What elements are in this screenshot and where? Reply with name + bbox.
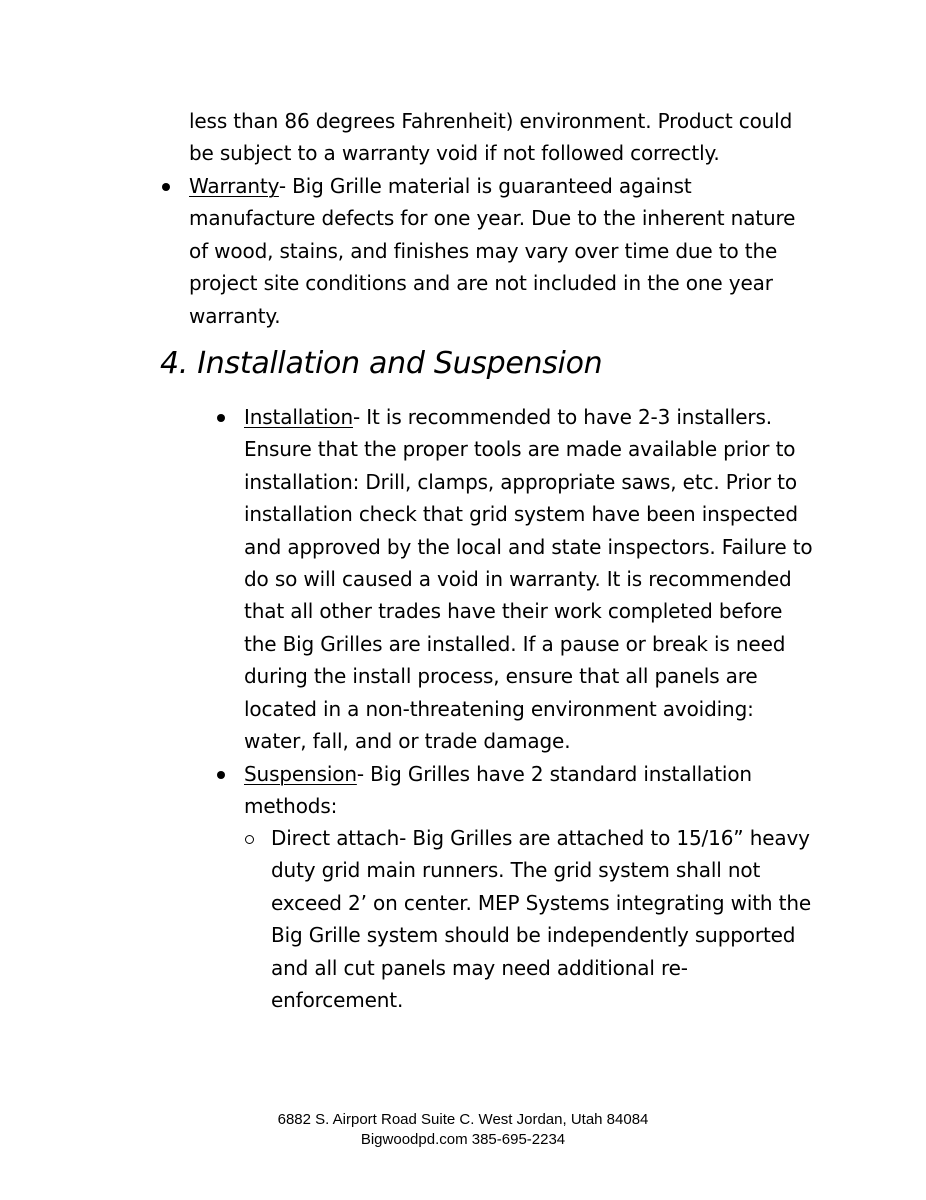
suspension-item	[244, 758, 752, 823]
text-line	[189, 170, 795, 202]
text-line	[244, 401, 813, 433]
text-line: methods:	[244, 794, 338, 819]
text-line: manufacture defects for one year. Due to the inherent nature	[189, 206, 796, 231]
text-line: located in a non-threatening environment avoiding:	[244, 696, 754, 721]
installation-term: Installation	[244, 405, 353, 429]
text-line: be subject to a warranty void if not followed correctly.	[189, 141, 720, 166]
continued-paragraph	[189, 105, 792, 170]
text-line: Ensure that the proper tools are made available prior to	[244, 437, 796, 462]
text-line: project site conditions and are not included in the one year	[189, 271, 773, 296]
section-heading: 4. Installation and Suspension	[160, 346, 603, 381]
text-line: and approved by the local and state inspectors. Failure to	[244, 534, 813, 559]
bullet-icon	[162, 183, 170, 191]
text-line: do so will caused a void in warranty. It is recommended	[244, 567, 792, 592]
text-line: warranty.	[189, 303, 281, 328]
text-line: of wood, stains, and finishes may vary over time due to the	[189, 238, 778, 263]
text-line: less than 86 degrees Fahrenheit) environment. Product could	[189, 109, 793, 133]
installation-item	[244, 401, 813, 757]
text-line: installation: Drill, clamps, appropriate saws, etc. Prior to	[244, 469, 797, 494]
bullet-icon	[217, 771, 225, 779]
warranty-item	[189, 170, 795, 332]
text-line: duty grid main runners. The grid system shall not	[271, 858, 761, 883]
warranty-first-line: - Big Grille material is guaranteed against	[278, 174, 692, 198]
warranty-term: Warranty	[189, 174, 279, 198]
page-footer	[0, 1110, 926, 1150]
text-line	[244, 758, 752, 790]
suspension-first-line: - Big Grilles have 2 standard installation	[356, 762, 752, 786]
footer-address: 6882 S. Airport Road Suite C. West Jordan, Utah 84084	[277, 1111, 649, 1128]
footer-contact: Bigwoodpd.com 385-695-2234	[360, 1131, 566, 1148]
text-line: the Big Grilles are installed. If a pause or break is need	[244, 631, 786, 656]
text-line: Direct attach- Big Grilles are attached to 15/16” heavy	[271, 826, 810, 850]
text-line: Big Grille system should be independently supported	[271, 923, 796, 948]
text-line: during the install process, ensure that all panels are	[244, 664, 758, 689]
text-line: exceed 2’ on center. MEP Systems integrating with the	[271, 890, 812, 915]
circle-bullet-icon	[245, 835, 254, 844]
direct-attach-item	[271, 822, 811, 1016]
text-line: that all other trades have their work completed before	[244, 599, 783, 624]
text-line: and all cut panels may need additional re-	[271, 955, 688, 980]
installation-first-line: - It is recommended to have 2-3 installers.	[352, 405, 772, 429]
text-line: water, fall, and or trade damage.	[244, 729, 571, 754]
text-line: enforcement.	[271, 988, 404, 1013]
text-line: installation check that grid system have been inspected	[244, 502, 798, 527]
suspension-term: Suspension	[244, 762, 357, 786]
bullet-icon	[217, 414, 225, 422]
